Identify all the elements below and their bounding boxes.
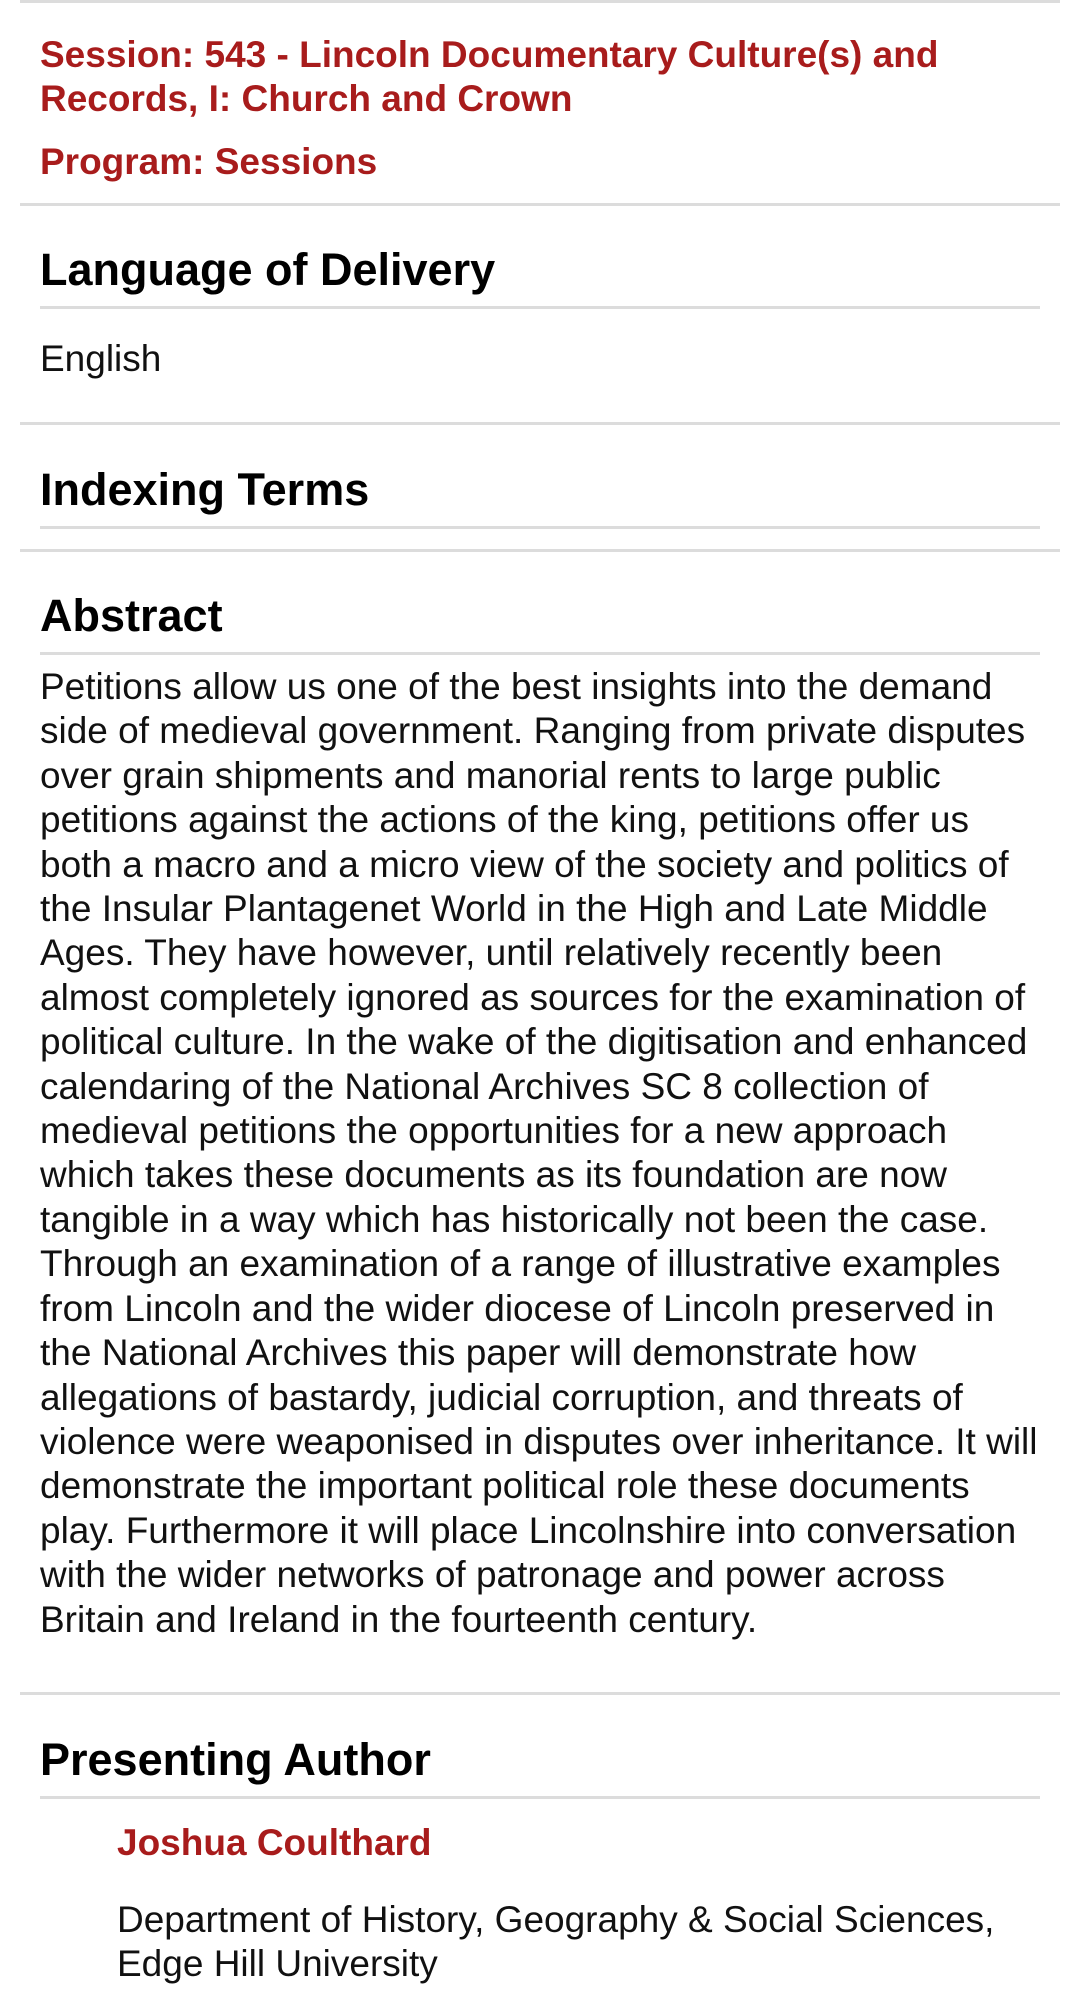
presenting-author-section — [40, 1732, 1040, 1987]
abstract-heading: Abstract — [40, 588, 1040, 655]
author-entry — [40, 1821, 1040, 1987]
section-divider — [20, 549, 1060, 552]
language-section — [40, 242, 1040, 381]
abstract-section — [40, 588, 1040, 1642]
language-value: English — [40, 338, 162, 379]
section-divider — [20, 1692, 1060, 1695]
language-heading: Language of Delivery — [40, 242, 1040, 309]
section-divider — [20, 422, 1060, 425]
indexing-heading: Indexing Terms — [40, 462, 1040, 529]
session-header — [40, 33, 1040, 184]
session-title-link[interactable]: Session: 543 - Lincoln Documentary Culture(s) and Records, I: Church and Crown — [40, 34, 939, 119]
abstract-text: Petitions allow us one of the best insights into the demand side of medieval government. Ranging from private disputes over grain shipments and manorial rents to large public petitions against the actions of the king, petitions offer us both a macro and a micro view of the society and politics of the Insular Plantagenet World in the High and Late Middle Ages. They have however, until relatively recently been almost completely ignored as sources for the examination of political culture. In the wake of the digitisation and enhanced calendaring of the National Archives SC 8 collection of medieval petitions the opportunities for a new approach which takes these documents as its foundation are now tangible in a way which has historically not been the case. Through an examination of a range of illustrative examples from Lincoln and the wider diocese of Lincoln preserved in the National Archives this paper will demonstrate how allegations of bastardy, judicial corruption, and threats of violence were weaponised in disputes over inheritance. It will demonstrate the important political role these documents play. Furthermore it will place Lincolnshire into conversation with the wider networks of patronage and power across Britain and Ireland in the fourteenth century. — [40, 666, 1038, 1640]
presenting-author-heading: Presenting Author — [40, 1732, 1040, 1799]
section-divider — [20, 203, 1060, 206]
indexing-section — [40, 462, 1040, 529]
author-affiliation: Department of History, Geography & Social Sciences, Edge Hill University — [117, 1899, 995, 1985]
author-name-link[interactable]: Joshua Coulthard — [117, 1822, 432, 1863]
program-link[interactable]: Program: Sessions — [40, 141, 378, 182]
top-divider — [20, 0, 1060, 3]
